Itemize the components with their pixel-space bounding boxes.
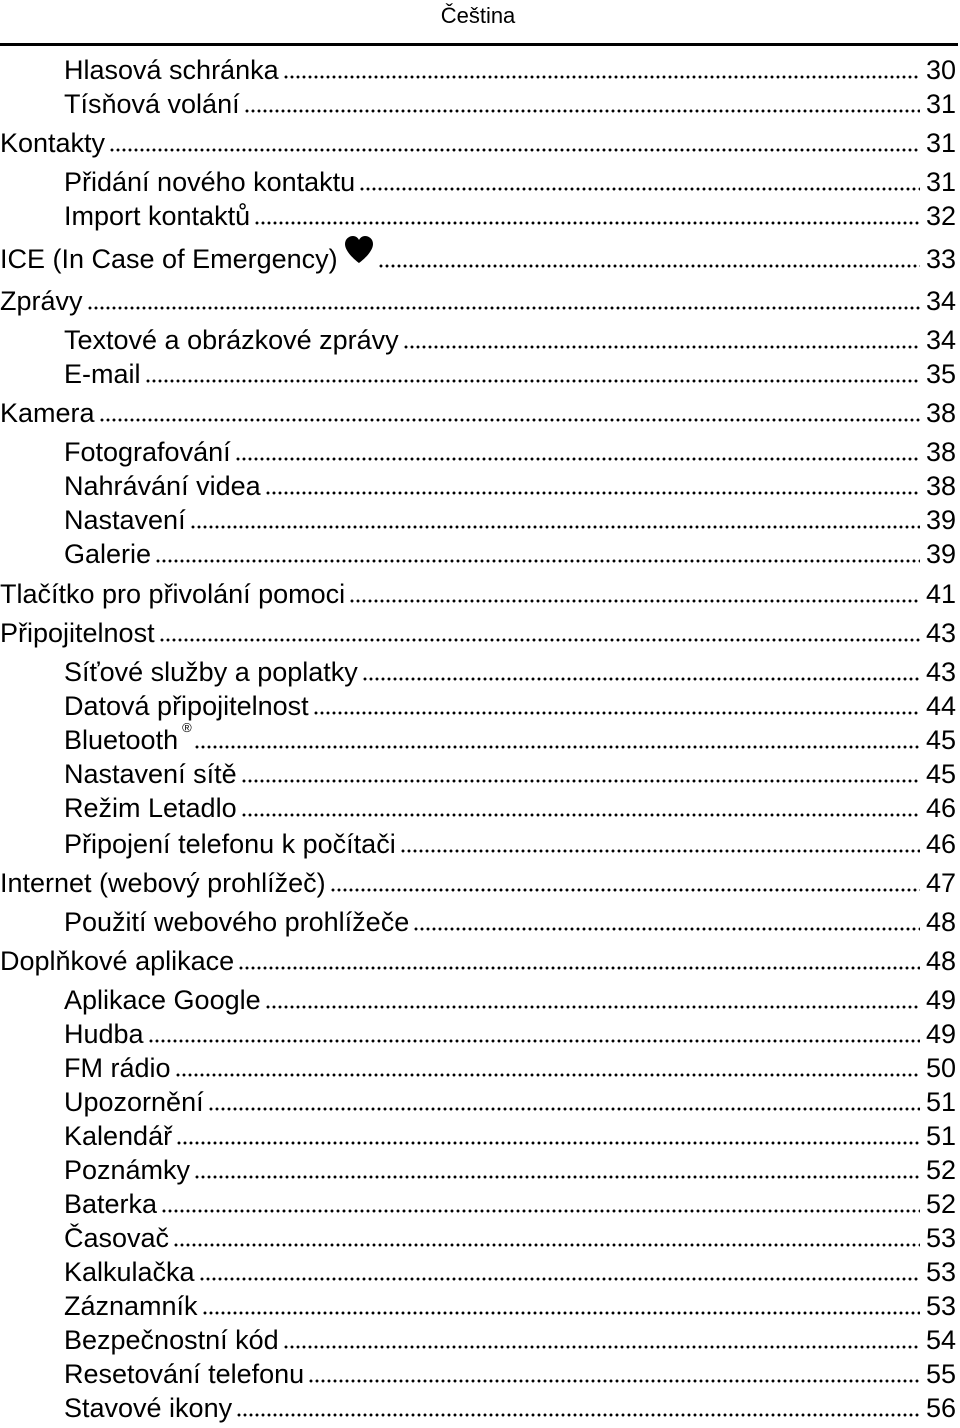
toc-entry-title: Stavové ikony (64, 1393, 233, 1423)
toc-entry[interactable] (64, 790, 956, 824)
toc-entry-page-number: 44 (925, 691, 956, 721)
toc-entry[interactable] (64, 1322, 956, 1356)
toc-entry[interactable] (64, 52, 956, 86)
toc-entry[interactable] (64, 502, 956, 536)
toc-entry-page-number: 31 (925, 89, 956, 119)
dot-leader (241, 779, 920, 783)
toc-entry[interactable] (64, 1390, 956, 1424)
toc-entry[interactable] (0, 865, 956, 899)
toc-entry[interactable] (64, 654, 956, 688)
toc-entry-page-number: 43 (925, 657, 956, 687)
dot-leader (109, 148, 920, 152)
dot-leader (349, 599, 920, 603)
dot-leader (155, 559, 920, 563)
heart-icon (344, 235, 374, 265)
toc-entry-title: Zprávy (0, 286, 83, 316)
dot-leader (159, 638, 920, 642)
toc-entry-title: Připojení telefonu k počítači (64, 829, 396, 859)
toc-entry-title: Poznámky (64, 1155, 191, 1185)
dot-leader (194, 745, 920, 749)
toc-entry-page-number: 52 (925, 1189, 956, 1219)
toc-entry-title: Import kontaktů (64, 201, 251, 231)
toc-entry[interactable] (64, 86, 956, 120)
registered-mark: ® (182, 720, 192, 735)
dot-leader (236, 1413, 920, 1417)
toc-entry-page-number: 45 (925, 759, 956, 789)
toc-entry[interactable] (64, 434, 956, 468)
toc-entry-page-number: 46 (925, 793, 956, 823)
toc-entry[interactable] (0, 241, 956, 275)
dot-leader (378, 264, 920, 268)
dot-leader (283, 75, 920, 79)
dot-leader (403, 345, 920, 349)
toc-entry[interactable] (0, 943, 956, 977)
dot-leader (362, 677, 920, 681)
toc-entry-title: Datová připojitelnost (64, 691, 309, 721)
toc-entry-title: Kontakty (0, 128, 106, 158)
toc-entry[interactable] (64, 756, 956, 790)
toc-entry[interactable] (64, 826, 956, 860)
toc-entry-page-number: 53 (925, 1291, 956, 1321)
dot-leader (265, 1005, 920, 1009)
toc-entry-title: Režim Letadlo (64, 793, 237, 823)
toc-entry-page-number: 49 (925, 1019, 956, 1049)
toc-entry-title: Upozornění (64, 1087, 204, 1117)
toc-entry[interactable] (64, 1050, 956, 1084)
dot-leader (241, 813, 920, 817)
toc-entry-page-number: 51 (925, 1087, 956, 1117)
toc-entry-page-number: 50 (925, 1053, 956, 1083)
toc-entry-page-number: 52 (925, 1155, 956, 1185)
toc-entry[interactable] (64, 1084, 956, 1118)
toc-entry-page-number: 34 (925, 286, 956, 316)
toc-entry[interactable] (64, 198, 956, 232)
toc-entry-page-number: 41 (925, 579, 956, 609)
toc-entry-title: Síťové služby a poplatky (64, 657, 358, 687)
toc-entry-page-number: 31 (925, 167, 956, 197)
toc-entry-page-number: 39 (925, 505, 956, 535)
toc-entry[interactable] (0, 395, 956, 429)
toc-entry[interactable] (64, 322, 956, 356)
toc-entry[interactable] (64, 164, 956, 198)
dot-leader (238, 966, 920, 970)
dot-leader (194, 1175, 920, 1179)
toc-entry-title: Připojitelnost (0, 618, 155, 648)
toc-entry[interactable] (64, 1118, 956, 1152)
toc-entry-page-number: 47 (925, 868, 956, 898)
toc-entry-page-number: 54 (925, 1325, 956, 1355)
toc-entry-page-number: 38 (925, 398, 956, 428)
toc-entry[interactable] (64, 1152, 956, 1186)
toc-entry[interactable] (0, 283, 956, 317)
toc-entry-title: Textové a obrázkové zprávy (64, 325, 399, 355)
toc-entry-title: Použití webového prohlížeče (64, 907, 410, 937)
dot-leader (148, 1039, 920, 1043)
toc-entry[interactable] (64, 1254, 956, 1288)
header-divider (0, 43, 958, 46)
dot-leader (208, 1107, 920, 1111)
toc-entry[interactable] (64, 356, 956, 390)
toc-entry-title: ICE (In Case of Emergency) (0, 244, 338, 274)
dot-leader (190, 525, 920, 529)
toc-entry-page-number: 35 (925, 359, 956, 389)
dot-leader (308, 1379, 920, 1383)
toc-entry-page-number: 55 (925, 1359, 956, 1389)
toc-entry-title: Tlačítko pro přivolání pomoci (0, 579, 346, 609)
toc-entry-title: E-mail (64, 359, 141, 389)
toc-entry[interactable] (0, 615, 956, 649)
toc-entry-page-number: 49 (925, 985, 956, 1015)
toc-entry-page-number: 45 (925, 725, 956, 755)
dot-leader (330, 888, 920, 892)
toc-entry[interactable] (64, 468, 956, 502)
dot-leader (400, 849, 920, 853)
toc-entry-title: Časovač (64, 1223, 170, 1253)
dot-leader (199, 1277, 920, 1281)
toc-entry[interactable] (0, 125, 956, 159)
toc-entry[interactable] (64, 1016, 956, 1050)
dot-leader (254, 221, 920, 225)
toc-entry-title: Kamera (0, 398, 95, 428)
toc-entry[interactable] (0, 576, 956, 610)
dot-leader (359, 187, 920, 191)
dot-leader (145, 379, 920, 383)
toc-entry-page-number: 34 (925, 325, 956, 355)
page-header-language (0, 2, 960, 30)
dot-leader (235, 457, 920, 461)
toc-entry-page-number: 48 (925, 907, 956, 937)
toc-entry[interactable] (64, 1356, 956, 1390)
dot-leader (244, 109, 920, 113)
toc-entry-title: FM rádio (64, 1053, 171, 1083)
dot-leader (283, 1345, 920, 1349)
toc-entry-page-number: 48 (925, 946, 956, 976)
toc-entry-title: Přidání nového kontaktu (64, 167, 356, 197)
toc-entry-page-number: 33 (925, 244, 956, 274)
toc-entry-title: Bluetooth (64, 725, 179, 755)
toc-entry-page-number: 38 (925, 471, 956, 501)
dot-leader (313, 711, 920, 715)
toc-entry[interactable] (64, 1220, 956, 1254)
toc-entry-title: Kalkulačka (64, 1257, 195, 1287)
toc-entry-page-number: 31 (925, 128, 956, 158)
toc-entry-title: Nastavení sítě (64, 759, 237, 789)
toc-entry[interactable] (64, 1288, 956, 1322)
toc-entry-page-number: 56 (925, 1393, 956, 1423)
toc-entry[interactable] (64, 536, 956, 570)
toc-entry-title: Kalendář (64, 1121, 173, 1151)
toc-entry-title: Hlasová schránka (64, 55, 279, 85)
toc-entry-title: Nastavení (64, 505, 186, 535)
toc-entry[interactable] (64, 982, 956, 1016)
toc-entry[interactable] (64, 688, 956, 722)
toc-entry-title: Internet (webový prohlížeč) (0, 868, 326, 898)
toc-entry-page-number: 53 (925, 1257, 956, 1287)
toc-entry-page-number: 53 (925, 1223, 956, 1253)
dot-leader (161, 1209, 920, 1213)
toc-entry-title: Baterka (64, 1189, 158, 1219)
toc-entry-title: Záznamník (64, 1291, 198, 1321)
toc-entry-title: Doplňkové aplikace (0, 946, 235, 976)
dot-leader (202, 1311, 920, 1315)
toc-entry-page-number: 32 (925, 201, 956, 231)
dot-leader (176, 1141, 920, 1145)
toc-entry-title: Fotografování (64, 437, 231, 467)
toc-entry-title: Galerie (64, 539, 152, 569)
dot-leader (99, 418, 920, 422)
toc-entry-title: Tísňová volání (64, 89, 240, 119)
toc-entry-page-number: 51 (925, 1121, 956, 1151)
dot-leader (173, 1243, 920, 1247)
toc-entry-title: Resetování telefonu (64, 1359, 305, 1389)
toc-entry-page-number: 38 (925, 437, 956, 467)
toc-entry-title: Aplikace Google (64, 985, 261, 1015)
toc-entry-page-number: 46 (925, 829, 956, 859)
toc-entry[interactable] (64, 904, 956, 938)
toc-entry-title: Bezpečnostní kód (64, 1325, 279, 1355)
dot-leader (87, 306, 920, 310)
toc-entry-page-number: 39 (925, 539, 956, 569)
dot-leader (265, 491, 920, 495)
toc-entry-title: Hudba (64, 1019, 144, 1049)
toc-entry-page-number: 30 (925, 55, 956, 85)
toc-entry-title: Nahrávání videa (64, 471, 261, 501)
toc-entry[interactable] (64, 1186, 956, 1220)
toc-entry-page-number: 43 (925, 618, 956, 648)
language-label: Čeština (440, 3, 516, 28)
dot-leader (175, 1073, 920, 1077)
toc-entry[interactable] (64, 722, 956, 756)
dot-leader (413, 927, 920, 931)
